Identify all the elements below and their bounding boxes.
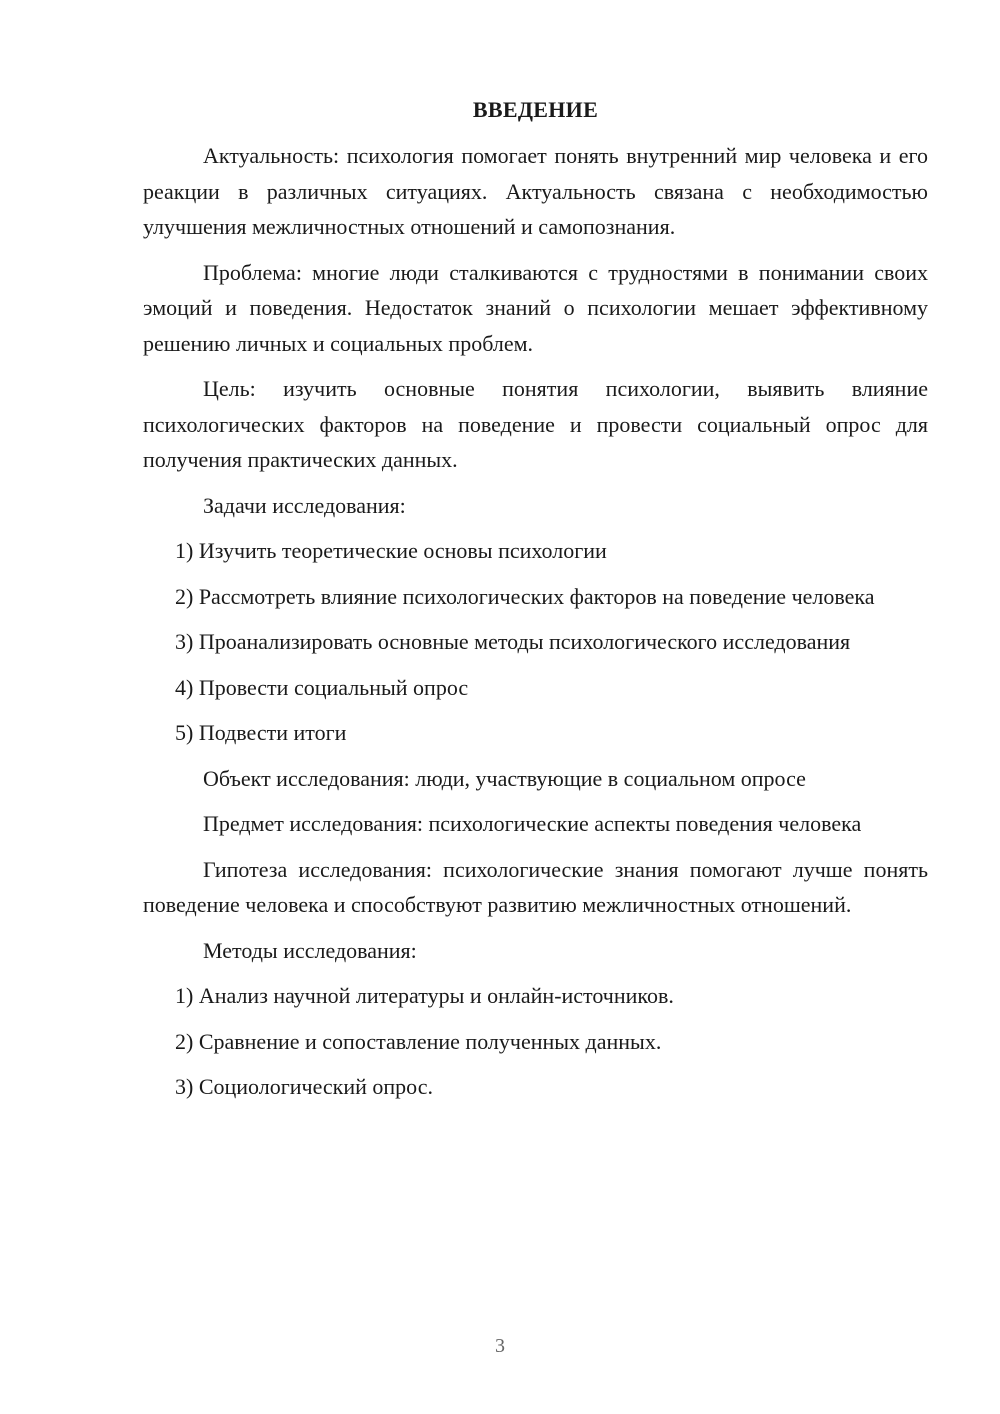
method-item-2: 2) Сравнение и сопоставление полученных данных. xyxy=(175,1028,662,1054)
paragraph-problem: Проблема: многие люди сталкиваются с трудностями в понимании своих эмоций и поведения. Недостаток знаний о психологии мешает эффективному решению личных и социальных проблем. xyxy=(143,259,928,356)
research-hypothesis: Гипотеза исследования: психологические знания помогают лучше понять поведение человека и способствуют развитию межличностных отношений. xyxy=(143,856,928,917)
methods-title: Методы исследования: xyxy=(203,937,417,963)
tasks-title: Задачи исследования: xyxy=(203,492,406,518)
page-number: 3 xyxy=(495,1335,505,1357)
method-item-3: 3) Социологический опрос. xyxy=(175,1074,433,1099)
paragraph-relevance: Актуальность: психология помогает понять внутренний мир человека и его реакции в различных ситуациях. Актуальность связана с необходимостью улучшения межличностных отношений и самопознания. xyxy=(143,143,928,239)
research-object: Объект исследования: люди, участвующие в социальном опросе xyxy=(203,765,806,791)
section-heading: ВВЕДЕНИЕ xyxy=(472,97,599,122)
task-item-4: 4) Провести социальный опрос xyxy=(175,674,469,700)
task-item-1: 1) Изучить теоретические основы психологии xyxy=(175,538,607,563)
page-content xyxy=(143,96,928,1115)
paragraph-goal: Цель: изучить основные понятия психологии, выявить влияние психологических факторов на поведение и провести социальный опрос для получения практических данных. xyxy=(143,376,928,472)
research-subject: Предмет исследования: психологические аспекты поведения человека xyxy=(203,811,862,836)
task-item-3: 3) Проанализировать основные методы психологического исследования xyxy=(175,629,851,654)
method-item-1: 1) Анализ научной литературы и онлайн-источников. xyxy=(175,983,674,1008)
task-item-5: 5) Подвести итоги xyxy=(175,720,347,745)
task-item-2: 2) Рассмотреть влияние психологических факторов на поведение человека xyxy=(175,583,875,609)
